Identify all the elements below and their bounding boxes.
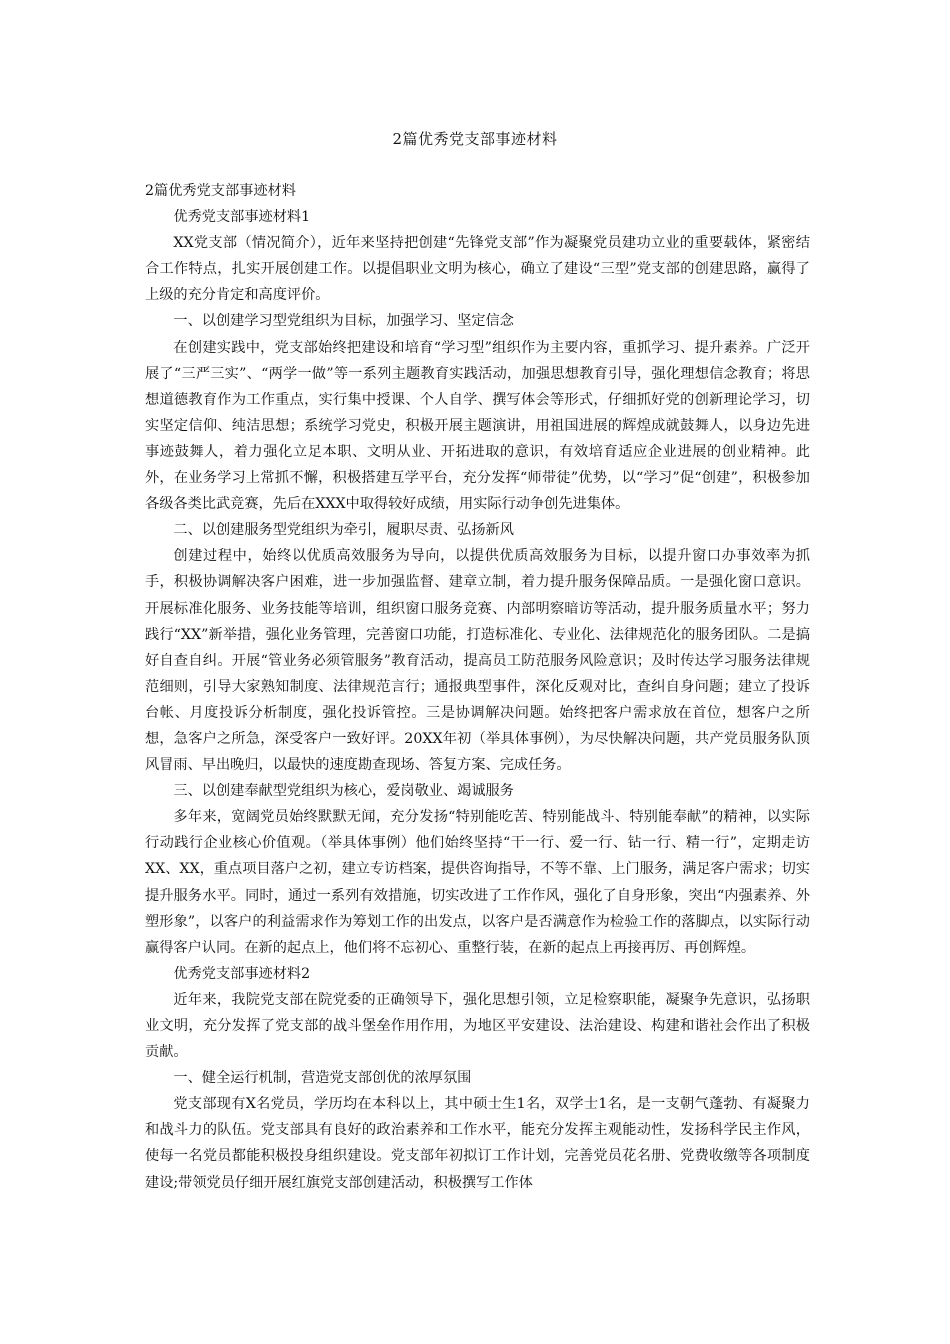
paragraph: 在创建实践中，党支部始终把建设和培育“学习型”组织作为主要内容，重抓学习、提升素养。广泛开展了“三严三实”、“两学一做”等一系列主题教育实践活动，加强思想教育引导，强化理想信念教育；将思想道德教育作为工作重点，实行集中授课、个人自学、撰写体会等形式，仔细抓好党的创新理论学习，切实坚定信仰、纯洁思想；系统学习党史，积极开展主题演讲，用祖国进展的辉煌成就鼓舞人，以身边先进事迹鼓舞人，着力强化立足本职、文明从业、开拓进取的意识，有效培育适应企业进展的创业精神。此外，在业务学习上常抓不懈，积极搭建互学平台，充分发挥“师带徒”优势，以“学习”促“创建”，积极参加各级各类比武竞赛，先后在XXX中取得较好成绩，用实际行动争创先进集体。 [145, 339, 810, 513]
paragraph-subheading-1: 优秀党支部事迹材料1 [173, 209, 311, 226]
paragraph: 多年来，宽阔党员始终默默无闻，充分发扬“特别能吃苦、特别能战斗、特别能奉献”的精神，以实际行动践行企业核心价值观。（举具体事例）他们始终坚持“干一行、爱一行、钻一行、精一行”，定期走访XX、XX，重点项目落户之初，建立专访档案，提供咨询指导，不等不靠、上门服务，满足客户需求；切实提升服务水平。同时，通过一系列有效措施，切实改进了工作作风，强化了自身形象，突出“内强素养、外塑形象”，以客户的利益需求作为筹划工作的出发点，以客户是否满意作为检验工作的落脚点，以实际行动赢得客户认同。在新的起点上，他们将不忘初心、重整行装，在新的起点上再接再厉、再创辉煌。 [145, 809, 810, 956]
section-heading-1: 一、以创建学习型党组织为目标，加强学习、坚定信念 [173, 313, 514, 330]
paragraph: 创建过程中，始终以优质高效服务为导向，以提供优质高效服务为目标，以提升窗口办事效率为抓手，积极协调解决客户困难，进一步加强监督、建章立制，着力提升服务保障品质。一是强化窗口意识。开展标准化服务、业务技能等培训，组织窗口服务竞赛、内部明察暗访等活动，提升服务质量水平；努力践行“XX”新举措，强化业务管理，完善窗口功能，打造标准化、专业化、法律规范化的服务团队。二是搞好自查自纠。开展“管业务必须管服务”教育活动，提高员工防范服务风险意识；及时传达学习服务法律规范细则，引导大家熟知制度、法律规范言行；通报典型事件，深化反观对比，查纠自身问题；建立了投诉台帐、月度投诉分析制度，强化投诉管控。三是协调解决问题。始终把客户需求放在首位，想客户之所想，急客户之所急，深受客户一致好评。20XX年初（举具体事例），为尽快解决问题，共产党员服务队顶风冒雨、早出晚归，以最快的速度勘查现场、答复方案、完成任务。 [145, 548, 810, 774]
section-heading-4: 一、健全运行机制，营造党支部创优的浓厚氛围 [173, 1070, 472, 1087]
document-body [145, 178, 810, 1196]
document-title: 2篇优秀党支部事迹材料 [392, 130, 558, 148]
section-heading-2: 二、以创建服务型党组织为牵引，履职尽责、弘扬新风 [173, 522, 514, 539]
paragraph-intro: XX党支部（情况简介），近年来坚持把创建“先锋党支部”作为凝聚党员建功立业的重要载体，紧密结合工作特点，扎实开展创建工作。以提倡职业文明为核心，确立了建设“三型”党支部的创建思路，赢得了上级的充分肯定和高度评价。 [145, 235, 810, 304]
paragraph-subheading-2: 优秀党支部事迹材料2 [173, 965, 311, 982]
paragraph: 党支部现有X名党员，学历均在本科以上，其中硕士生1名，双学士1名，是一支朝气蓬勃、有凝聚力和战斗力的队伍。党支部具有良好的政治素养和工作水平，能充分发挥主观能动性，发扬科学民主作风，使每一名党员都能积极投身组织建设。党支部年初拟订工作计划，完善党员花名册、党费收缴等各项制度建设;带领党员仔细开展红旗党支部创建活动，积极撰写工作体 [145, 1096, 810, 1191]
section-heading-3: 三、以创建奉献型党组织为核心，爱岗敬业、竭诚服务 [173, 783, 514, 800]
paragraph-heading: 2篇优秀党支部事迹材料 [145, 183, 296, 199]
paragraph: 近年来，我院党支部在院党委的正确领导下，强化思想引领，立足检察职能，凝聚争先意识，弘扬职业文明，充分发挥了党支部的战斗堡垒作用作用，为地区平安建设、法治建设、构建和谐社会作出了积极贡献。 [145, 991, 810, 1061]
